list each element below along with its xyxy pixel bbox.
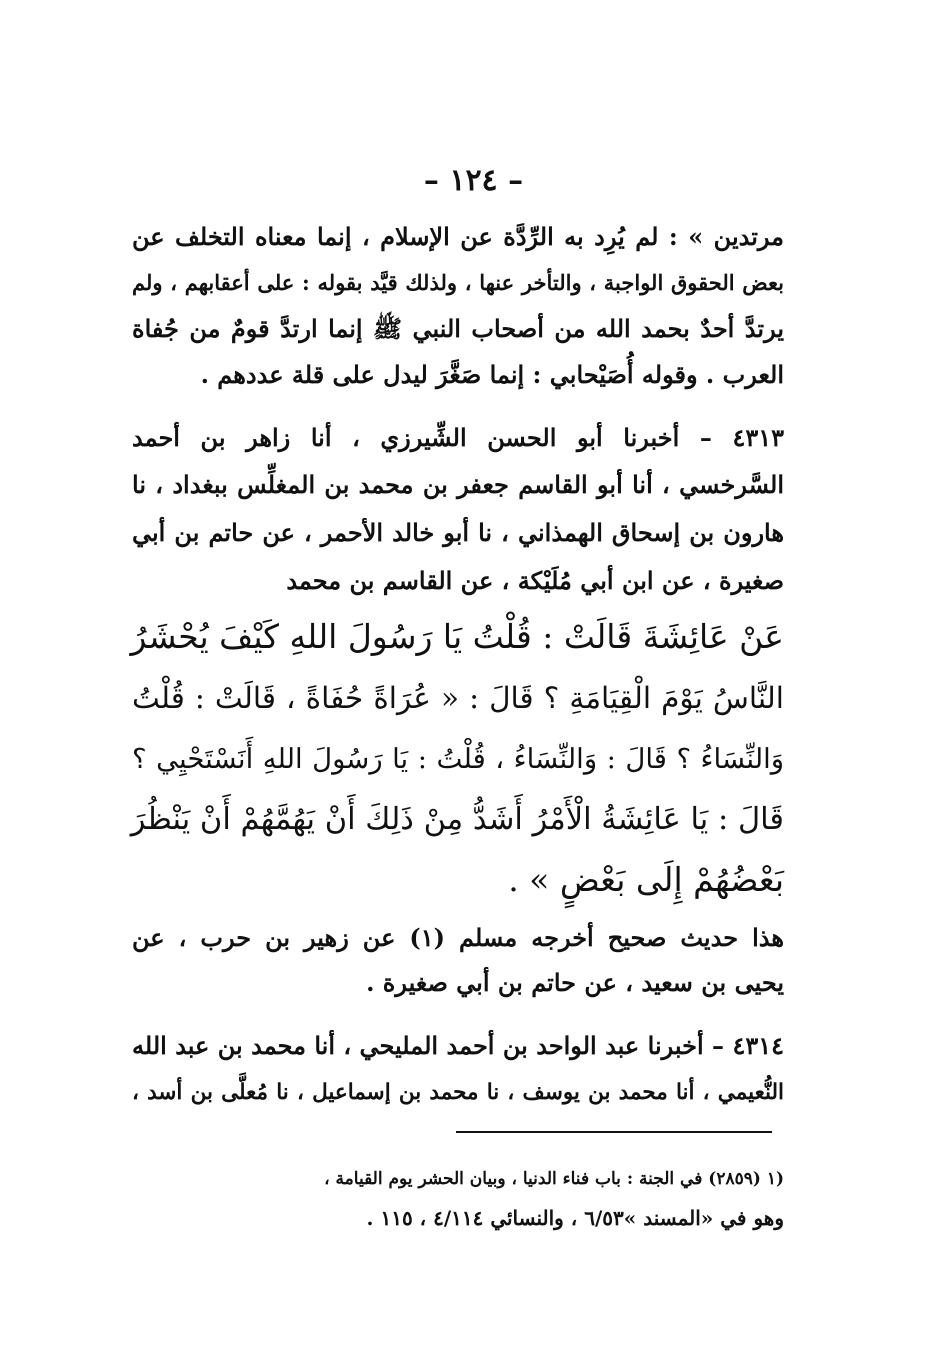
text-line: العرب . وقوله أُصَيْحابي : إنما صَغَّرَ ليدل على قلة عددهم .: [200, 360, 784, 389]
hadith-line: عَنْ عَائِشَةَ قَالَتْ : قُلْتُ يَا رَسُولَ اللهِ كَيْفَ يُحْشَرُ: [130, 617, 784, 656]
text-line: يحيى بن سعيد ، عن حاتم بن أبي صغيرة .: [366, 968, 784, 997]
text-line: هذا حديث صحيح أخرجه مسلم (١) عن زهير بن حرب ، عن: [132, 923, 784, 952]
text-line: مرتدين » : لم يُرِد به الرِّدَّة عن الإسلام ، إنما معناه التخلف عن: [132, 222, 784, 251]
hadith-line: وَالنِّسَاءُ ؟ قَالَ : وَالنِّسَاءُ ، قُلْتُ : يَا رَسُولَ اللهِ أَنَسْتَحْيِي ؟: [132, 743, 784, 775]
footnote-line: وهو في «المسند »٦/٥٣ ، والنسائي ٤/١١٤ ، ١١٥ .: [366, 1206, 784, 1230]
text-line: بعض الحقوق الواجبة ، والتأخر عنها ، ولذلك قيَّد بقوله : على أعقابهم ، ولم: [132, 270, 784, 295]
text-line: السَّرخسي ، أنا أبو القاسم جعفر بن محمد بن المغلِّس ببغداد ، نا: [132, 470, 784, 499]
footnote-divider: [456, 1131, 772, 1133]
text-line: هارون بن إسحاق الهمذاني ، نا أبو خالد الأحمر ، عن حاتم بن أبي: [132, 518, 785, 547]
page-number: – ١٢٤ –: [423, 163, 524, 198]
text-line: النُّعيمي ، أنا محمد بن يوسف ، نا محمد بن إسماعيل ، نا مُعلَّى بن أسد ،: [132, 1080, 784, 1105]
hadith-line: قَالَ : يَا عَائِشَةُ الْأَمْرُ أَشَدُّ مِنْ ذَلِكَ أَنْ يَهُمَّهُمْ أَنْ يَنْظُرَ: [130, 802, 784, 837]
text-line: ٤٣١٤ – أخبرنا عبد الواحد بن أحمد المليحي ، أنا محمد بن عبد الله: [132, 1031, 784, 1060]
text-line: ٤٣١٣ – أخبرنا أبو الحسن الشِّيرزي ، أنا زاهر بن أحمد: [132, 423, 784, 452]
hadith-line: بَعْضُهُمْ إِلَى بَعْضٍ » .: [508, 860, 784, 899]
footnote-line: (١ (٢٨٥٩) في الجنة : باب فناء الدنيا ، وبيان الحشر يوم القيامة ،: [324, 1169, 784, 1189]
text-line: صغيرة ، عن ابن أبي مُلَيْكة ، عن القاسم بن محمد: [286, 566, 784, 595]
hadith-line: النَّاسُ يَوْمَ الْقِيَامَةِ ؟ قَالَ : « عُرَاةً حُفَاةً ، قَالَتْ : قُلْتُ: [132, 681, 784, 715]
text-line: يرتدَّ أحدٌ بحمد الله من أصحاب النبي ﷺ إنما ارتدَّ قومٌ من جُفاة: [132, 314, 784, 343]
